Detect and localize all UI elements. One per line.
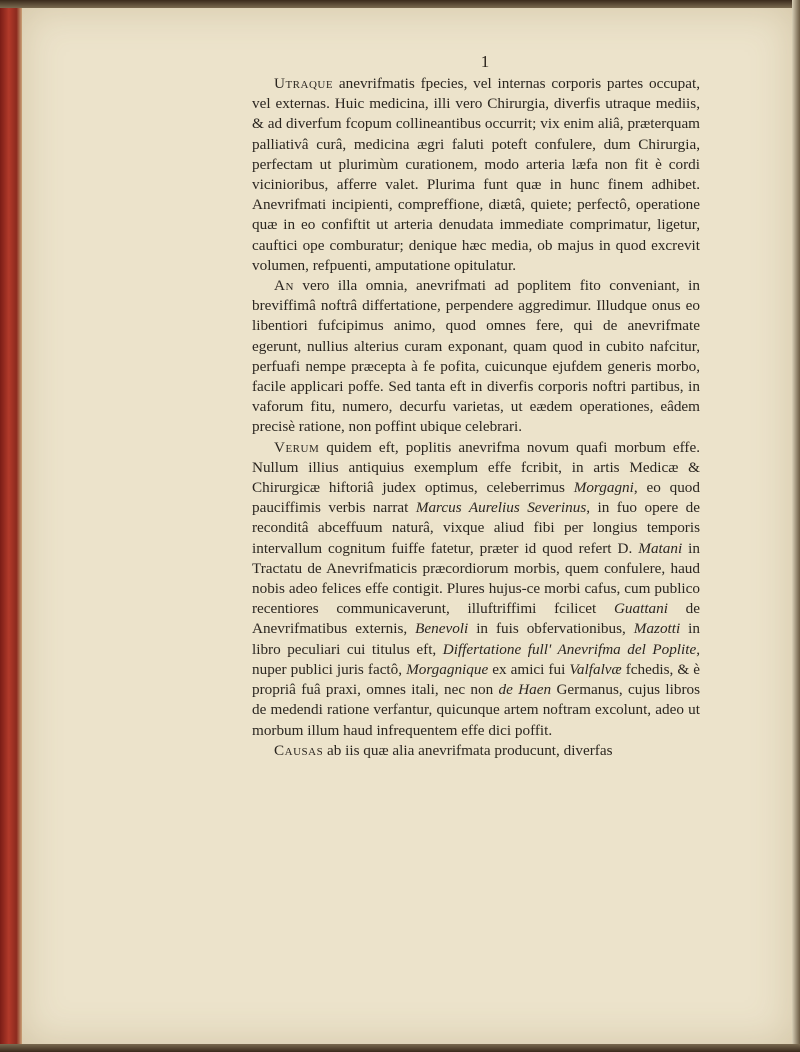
text-run: anevrifmatis fpecies, vel internas corporis partes occupat, vel externas. Huic medicina, illi vero Chirurgia, diverfis utraque mediis, & ad diverfum fcopum collineantibus occurrit; vix enim aliâ, præterquam palliativâ curâ, medicina ægri faluti poteft confulere, dum Chirurgia, perfectam ut plurimùm curationem, modo arteria læfa non fit è cordi vicinioribus, afferre valet. Plurima funt quæ in hunc finem adhibet. Anevrifmati incipienti, compreffione, diætâ, quiete; perfectô, operatione quæ in eo confiftit ut arteria denudata immediate comprimatur, ligetur, cauftici ope comburatur; denique hæc media, ob majus in quod excrevit volumen, refpuenti, amputatione opitulatur. — [252, 75, 700, 274]
italic-name: Guattani — [613, 600, 668, 618]
italic-name: Benevoli — [415, 620, 469, 638]
italic-name: Morgagnique — [406, 660, 489, 678]
italic-name: Marcus Aurelius Severinus — [415, 499, 587, 517]
text-run: vero illa omnia, anevrifmati ad poplitem fito conveniant, in breviffimâ noftrâ differtatione, perpendere aggredimur. Illudque onus eo libentiori fufcipimus animo, quod omnes fere, qui de anevrifmate egerunt, nullius alterius curam exponant, quam quod in cubito nafcitur, perfuafi nempe præcepta à fe pofita, cuicunque ejufdem generis morbo, facile applicari poffe. Sed tanta eft in diverfis corporis noftri partibus, in vaforum fitu, numero, decurfu varietas, ut eædem operationes, eâdem precisè ratione, non poffint ubique celebrari. — [252, 277, 700, 436]
page-right-edge — [792, 0, 800, 1052]
text-run: fchedis, & è propriâ fuâ praxi, omnes itali, nec non — [252, 660, 700, 699]
paragraph — [252, 74, 700, 276]
body-text — [252, 74, 700, 761]
italic-name: Valfalvæ — [569, 660, 622, 678]
italic-name: de Haen — [498, 681, 552, 699]
italic-name: Differtatione full' Anevrifma del Poplite — [442, 640, 697, 658]
text-run: , eo quod pauciffimis verbis narrat — [252, 479, 700, 517]
text-run: in Tractatu de Anevrifmaticis præcordiorum morbis, quem confulere, haud nobis adeo felices effe contigit. Plures hujus-ce morbi cafus, cum publico recentiores communicaverunt, illuftriffimi fcilicet — [252, 539, 700, 618]
text-run: in fuis obfervationibus, — [468, 620, 634, 638]
text-run: ab iis quæ alia anevrifmata producunt, diverfas — [323, 741, 613, 759]
paragraph-lead-word: Utraque — [274, 75, 334, 92]
book-top-edge — [0, 0, 800, 8]
paragraph-lead-word: An — [274, 277, 294, 295]
page-number: 1 — [480, 52, 490, 71]
paragraph-lead-word: Causas — [274, 741, 324, 759]
paragraph — [252, 438, 700, 741]
text-run: de Anevrifmatibus externis, — [252, 600, 700, 638]
italic-name: Matani — [638, 539, 683, 557]
text-run: , nuper publici juris factô, — [252, 640, 701, 678]
paragraph-lead-word: Verum — [274, 438, 320, 456]
paragraph — [252, 276, 700, 438]
text-run: Germanus, cujus libros de medendi ratione verfantur, quicunque artem noftram excolunt, adeo ut morbum illum haud infrequentem effe dici poffit. — [252, 681, 701, 739]
paragraph — [252, 741, 700, 761]
italic-name: Mazotti — [633, 620, 681, 638]
text-run: quidem eft, poplitis anevrifma novum quafi morbum effe. Nullum illius antiquius exemplum effe fcribit, in artis Medicæ & Chirurgicæ hiftoriâ judex optimus, celeberrimus — [252, 438, 700, 497]
book-spine — [0, 0, 22, 1052]
italic-name: Morgagni — [573, 479, 634, 497]
book-bottom-edge — [0, 1044, 800, 1052]
text-run: ex amici fui — [488, 660, 570, 678]
text-run: in libro peculiari cui titulus eft, — [252, 620, 700, 658]
text-run: , in fuo opere de reconditâ abceffuum naturâ, vixque aliud fibi per longius temporis intervallum cognitum fuiffe fatetur, præter id quod refert D. — [252, 499, 701, 557]
